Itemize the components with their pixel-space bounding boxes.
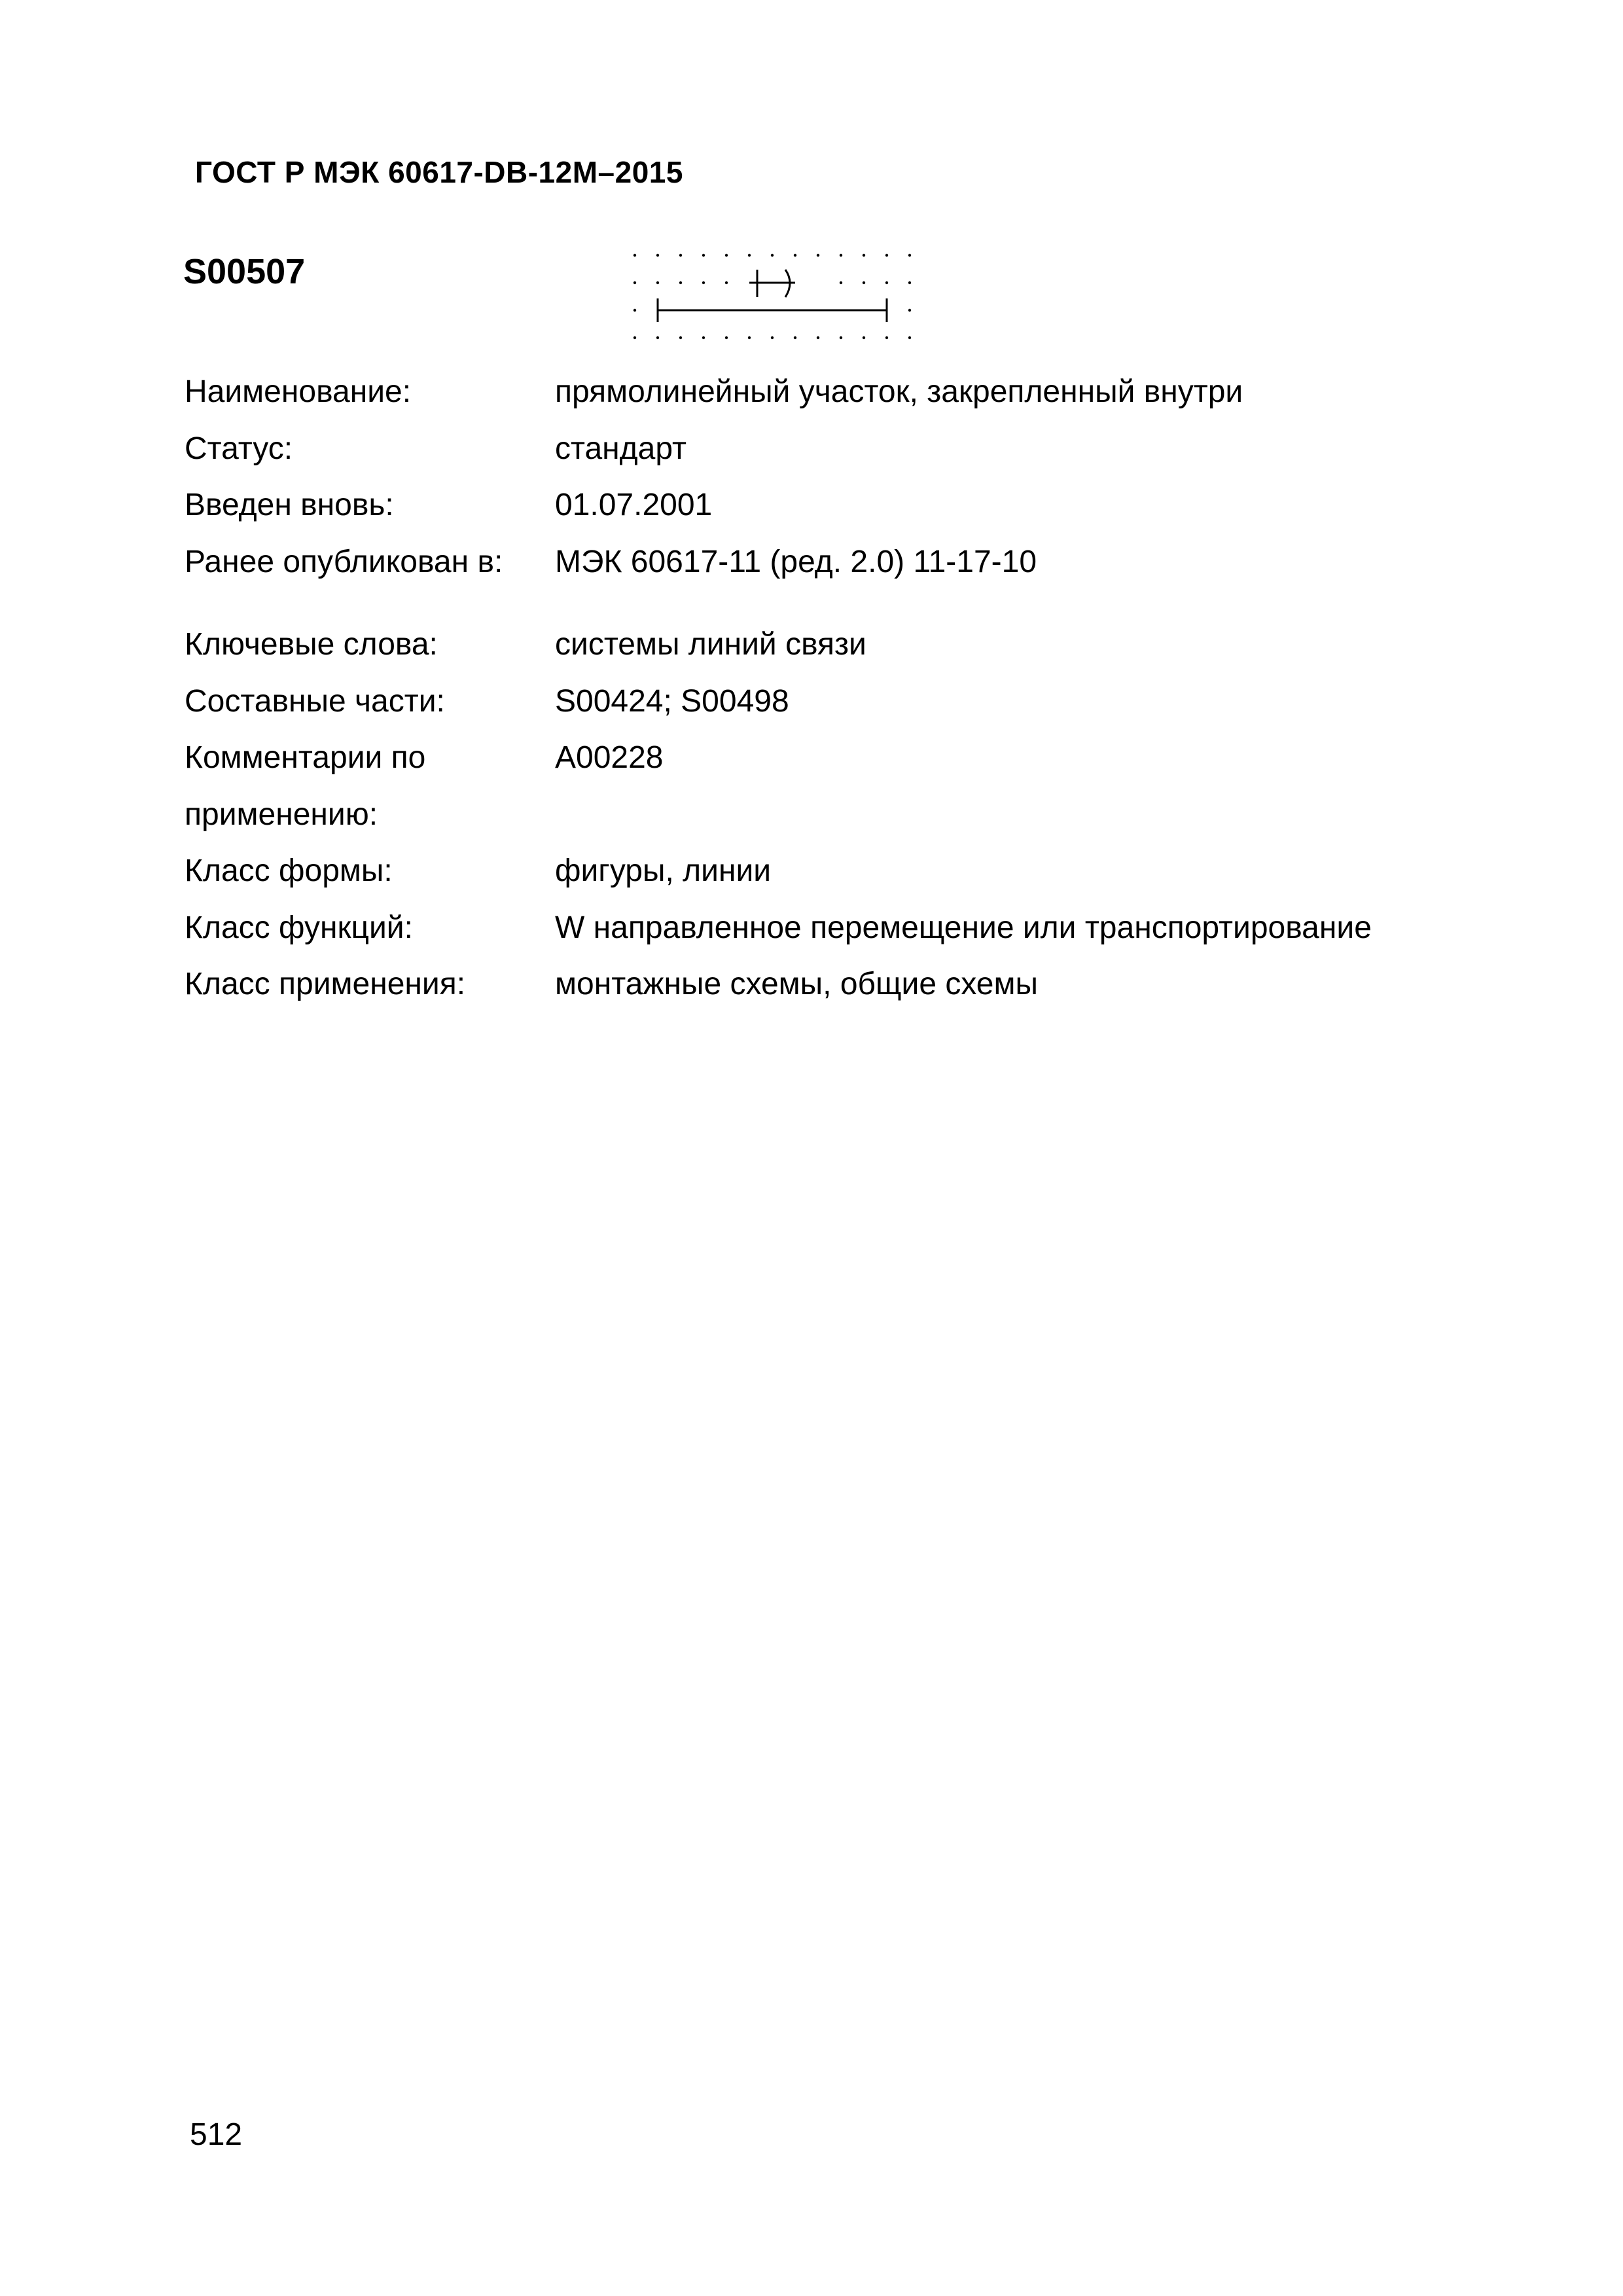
table-row — [185, 477, 1372, 534]
attribute-label: Введен вновь: — [185, 488, 394, 522]
attribute-label: Класс применения: — [185, 967, 466, 1001]
attribute-label: Комментарии по — [185, 740, 426, 775]
table-row — [185, 900, 1372, 957]
attribute-value: A00228 — [555, 740, 664, 775]
table-row — [185, 364, 1372, 421]
document-header: ГОСТ Р МЭК 60617-DB-12M–2015 — [195, 155, 683, 189]
attribute-label: применению: — [185, 797, 378, 832]
attribute-label: Класс функций: — [185, 910, 413, 945]
table-row — [185, 843, 1372, 900]
attribute-value: 01.07.2001 — [555, 488, 713, 522]
attribute-label: Наименование: — [185, 374, 412, 409]
table-row — [185, 534, 1372, 591]
attribute-label: Ранее опубликован в: — [185, 544, 503, 579]
attributes-table — [185, 364, 1372, 1013]
symbol-code: S00507 — [183, 252, 306, 291]
table-row — [185, 730, 1372, 787]
attribute-value: стандарт — [555, 431, 687, 466]
attribute-label: Составные части: — [185, 683, 445, 719]
attribute-value: прямолинейный участок, закрепленный внутри — [555, 374, 1243, 409]
attribute-value: МЭК 60617-11 (ред. 2.0) 11-17-10 — [555, 544, 1037, 579]
attribute-label: Статус: — [185, 431, 293, 466]
attribute-label: Класс формы: — [185, 853, 393, 888]
table-row — [185, 590, 1372, 673]
table-row — [185, 787, 1372, 844]
table-row — [185, 421, 1372, 478]
attribute-value: монтажные схемы, общие схемы — [555, 967, 1038, 1001]
anchor-mark — [749, 270, 795, 297]
grid-dots — [633, 254, 911, 339]
attribute-value: системы линий связи — [555, 627, 866, 662]
attribute-value — [555, 787, 1372, 844]
table-row — [185, 956, 1372, 1013]
symbol-drawing — [622, 243, 929, 355]
attribute-value: W направленное перемещение или транспортирование — [555, 910, 1372, 945]
table-row — [185, 673, 1372, 730]
attribute-value: S00424; S00498 — [555, 683, 789, 719]
attribute-label: Ключевые слова: — [185, 627, 438, 662]
page-number: 512 — [190, 2117, 243, 2152]
attribute-value: фигуры, линии — [555, 853, 772, 888]
straight-section-line — [658, 298, 887, 322]
